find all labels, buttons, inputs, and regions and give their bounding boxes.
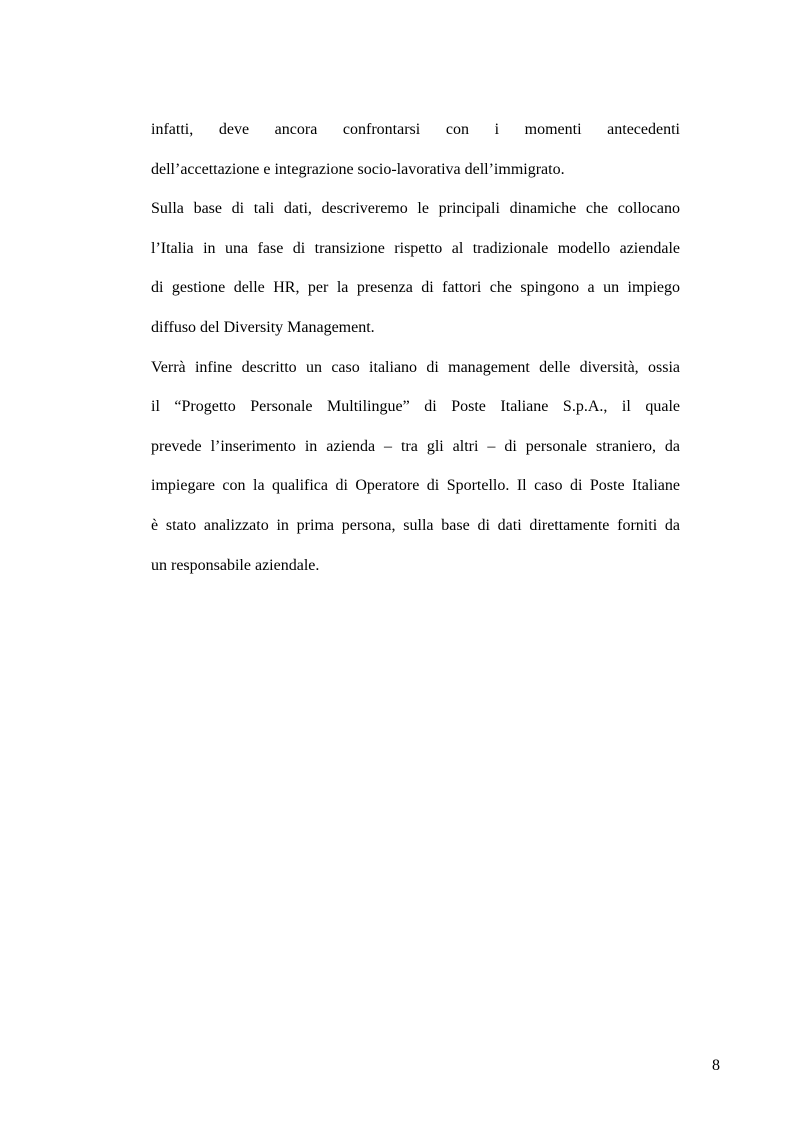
text-line: di gestione delle HR, per la presenza di fattori che spingono a un impiego — [151, 279, 680, 297]
text-line: un responsabile aziendale. — [151, 556, 320, 574]
text-line: l’Italia in una fase di transizione rispetto al tradizionale modello aziendale — [151, 239, 680, 257]
text-line: il “Progetto Personale Multilingue” di Poste Italiane S.p.A., il quale — [151, 398, 680, 416]
text-line: infatti, deve ancora confrontarsi con i momenti antecedenti — [151, 121, 680, 138]
text-line: Verrà infine descritto un caso italiano di management delle diversità, ossia — [151, 358, 680, 376]
text-line: impiegare con la qualifica di Operatore di Sportello. Il caso di Poste Italiane — [151, 477, 680, 495]
text-line: dell’accettazione e integrazione socio-lavorativa dell’immigrato. — [151, 160, 565, 178]
text-line: Sulla base di tali dati, descriveremo le principali dinamiche che collocano — [151, 200, 680, 218]
text-line: è stato analizzato in prima persona, sulla base di dati direttamente forniti da — [151, 516, 680, 534]
text-line: prevede l’inserimento in azienda – tra gli altri – di personale straniero, da — [151, 437, 680, 455]
body-text — [151, 116, 680, 591]
text-line: diffuso del Diversity Management. — [151, 318, 375, 336]
page-number: 8 — [712, 1057, 720, 1074]
